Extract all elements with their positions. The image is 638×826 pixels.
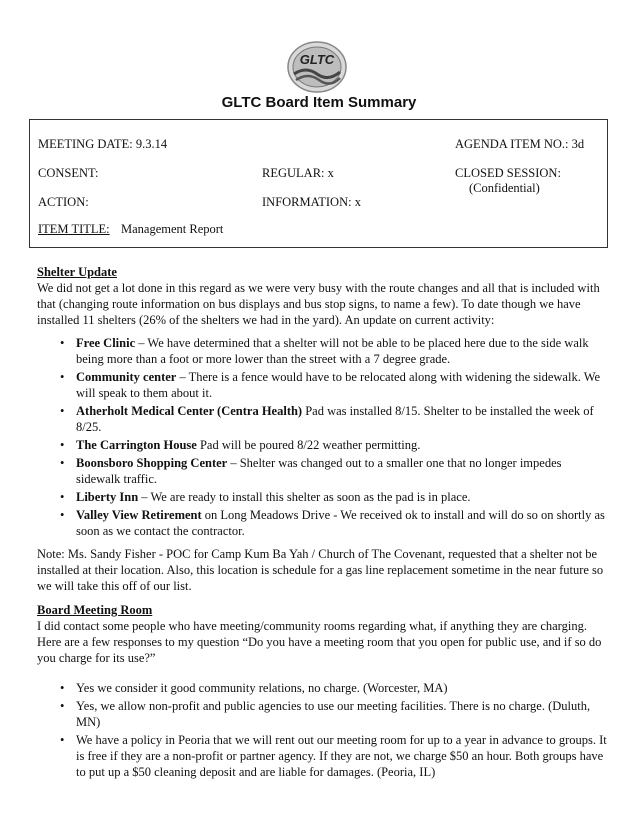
meeting-info-box	[29, 119, 608, 248]
confidential-label: (Confidential)	[469, 181, 540, 195]
information-label: INFORMATION: x	[262, 195, 361, 209]
board-room-heading: Board Meeting Room	[37, 603, 153, 617]
item-title-label: ITEM TITLE:	[38, 222, 110, 236]
closed-session-label: CLOSED SESSION:	[455, 166, 561, 180]
list-item: • Valley View Retirement on Long Meadows Drive - We received ok to install and will do so on shortly as soon as we contact the contractor.	[60, 508, 605, 538]
page-title: GLTC Board Item Summary	[221, 94, 417, 111]
board-room-intro: I did contact some people who have meeting/community rooms regarding what, if anything they are charging. Here are a few responses to my question “Do you have a meeting room that you open for public use, and if so do you charge for its use?”	[37, 619, 602, 665]
list-item: • We have a policy in Peoria that we will rent out our meeting room for up to a year in advance to groups. It is free if they are a non-profit or partner agency. If they are not, we charge $50 an hour. Both groups have to put up a $50 cleaning deposit and are liable for damages. (Peoria, IL)	[60, 733, 607, 779]
list-item: • The Carrington House Pad will be poured 8/22 weather permitting.	[60, 438, 421, 452]
list-item: • Boonsboro Shopping Center – Shelter was changed out to a smaller one that no longer impedes sidewalk traffic.	[60, 456, 562, 486]
gltc-logo	[286, 40, 348, 94]
action-label: ACTION:	[38, 195, 89, 209]
shelter-note: Note: Ms. Sandy Fisher - POC for Camp Kum Ba Yah / Church of The Covenant, requested that a shelter not be installed at their location. Also, this location is schedule for a gas line replacement sometime in the near future so we will take this off of our list.	[37, 547, 604, 593]
shelter-list	[37, 335, 607, 539]
list-item: • Liberty Inn – We are ready to install this shelter as soon as the pad is in place.	[60, 490, 471, 504]
item-title-value: Management Report	[121, 222, 224, 236]
list-item: • Atherholt Medical Center (Centra Health) Pad was installed 8/15. Shelter to be installed the week of 8/25.	[60, 404, 594, 434]
agenda-item: AGENDA ITEM NO.: 3d	[455, 137, 585, 151]
list-item: • Yes we consider it good community relations, no charge. (Worcester, MA)	[60, 681, 448, 695]
shelter-update-heading: Shelter Update	[37, 265, 117, 279]
list-item: • Free Clinic – We have determined that a shelter will not be able to be placed here due to the side walk being more than a foot or more lower than the street with a 7 degree grade.	[60, 336, 589, 366]
svg-text:GLTC: GLTC	[299, 52, 335, 67]
meeting-date: MEETING DATE: 9.3.14	[38, 137, 168, 151]
board-room-list	[37, 680, 607, 780]
regular-label: REGULAR: x	[262, 166, 334, 180]
list-item: • Yes, we allow non-profit and public agencies to use our meeting facilities. There is no charge. (Duluth, MN)	[60, 699, 591, 729]
consent-label: CONSENT:	[38, 166, 99, 180]
shelter-intro: We did not get a lot done in this regard as we were very busy with the route changes and all that is included with that (changing route information on bus displays and bus stop signs, to name a few). To date though we have installed 11 shelters (26% of the shelters we had in the yard). An update on current activity:	[37, 281, 600, 327]
list-item: • Community center – There is a fence would have to be relocated along with widening the sidewalk. We will speak to them about it.	[60, 370, 601, 400]
document-body	[37, 264, 607, 787]
